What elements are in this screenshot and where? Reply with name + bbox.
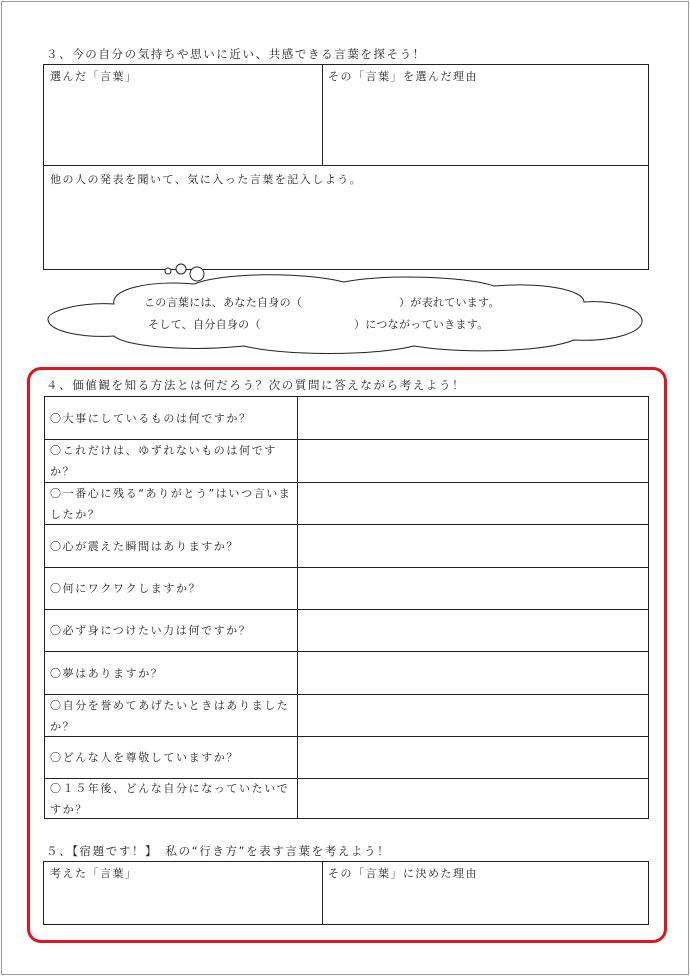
chosen-word-label: 選んだ「言葉」	[50, 70, 138, 83]
cloud-shape	[44, 262, 648, 358]
table-row	[45, 482, 648, 524]
table-row	[45, 736, 648, 778]
section3-table	[43, 64, 649, 270]
cloud-line1-prefix: この言葉には、あなた自身の（	[144, 297, 303, 309]
answer-cell[interactable]	[299, 483, 648, 524]
question-cell: 〇何にワクワクしますか？	[45, 568, 298, 609]
answer-cell[interactable]	[299, 652, 648, 694]
question-cell: 〇大事にしているものは何ですか？	[45, 397, 298, 439]
table-row	[45, 694, 648, 736]
table-row	[45, 778, 648, 818]
section3-heading: ３、今の自分の気持ちや思いに近い、共感できる言葉を探そう！	[46, 47, 426, 61]
table-row	[45, 439, 648, 482]
reason-label: その「言葉」を選んだ理由	[328, 70, 478, 83]
section5-divider-vertical	[322, 861, 323, 925]
answer-cell[interactable]	[299, 779, 648, 818]
answer-cell[interactable]	[299, 397, 648, 439]
table-row	[45, 397, 648, 439]
cloud-line2-prefix: そして、自分自身の（	[148, 319, 261, 331]
answer-cell[interactable]	[299, 737, 648, 778]
section3-divider-vertical	[322, 64, 323, 166]
others-words-label: 他の人の発表を聞いて、気に入った言葉を記入しよう。	[50, 173, 363, 186]
question-cell: 〇心が震えた瞬間はありますか？	[45, 525, 298, 567]
question-cell: 〇自分を誉めてあげたいときはありましたか？	[45, 695, 298, 736]
values-question-table	[44, 396, 649, 819]
cloud-line2-suffix: ）につながっていきます。	[354, 319, 489, 331]
cloud-line1-suffix: ）が表れています。	[399, 297, 500, 309]
question-cell: 〇どんな人を尊敬していますか？	[45, 737, 298, 778]
answer-cell[interactable]	[299, 525, 648, 567]
table-row	[45, 567, 648, 609]
thought-cloud	[44, 262, 648, 358]
table-row	[45, 524, 648, 567]
section5-heading: ５、【宿題です！】 私の“行き方”を表す言葉を考えよう！	[46, 844, 391, 858]
table-row	[45, 609, 648, 651]
question-cell: 〇これだけは、ゆずれないものは何ですか？	[45, 440, 298, 482]
question-cell: 〇必ず身につけたい力は何ですか？	[45, 610, 298, 651]
answer-cell[interactable]	[299, 568, 648, 609]
question-cell: 〇夢はありますか？	[45, 652, 298, 694]
answer-cell[interactable]	[299, 440, 648, 482]
answer-cell[interactable]	[299, 695, 648, 736]
section3-divider-horizontal	[43, 165, 649, 166]
question-cell: 〇１５年後、どんな自分になっていたいですか？	[45, 779, 298, 818]
question-cell: 〇一番心に残る“ありがとう”はいつ言いましたか？	[45, 483, 298, 524]
decided-reason-label: その「言葉」に決めた理由	[328, 867, 478, 880]
table-row	[45, 651, 648, 694]
considered-word-label: 考えた「言葉」	[50, 867, 138, 880]
answer-cell[interactable]	[299, 610, 648, 651]
section4-heading: ４、価値観を知る方法とは何だろう？次の質問に答えながら考えよう！	[46, 378, 466, 392]
